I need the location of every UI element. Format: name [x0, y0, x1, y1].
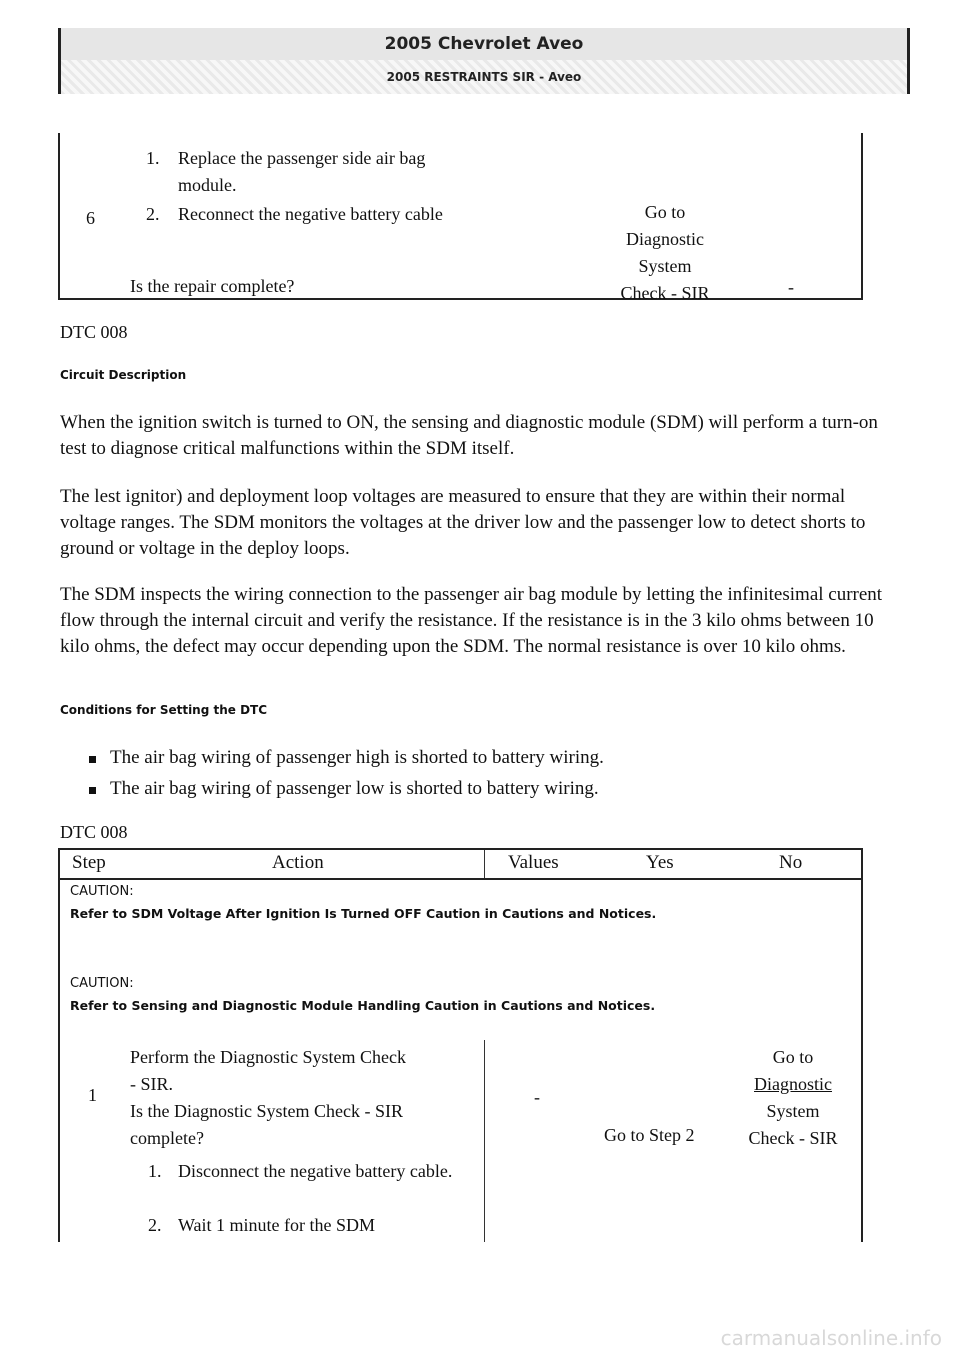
circuit-description-heading: Circuit Description [60, 368, 187, 382]
list-item: Wait 1 minute for the SDM [178, 1215, 376, 1235]
row1-action [130, 1044, 480, 1152]
caution-block [70, 976, 730, 1015]
step-number: 6 [86, 208, 95, 228]
list-item: Disconnect the negative battery cable. [178, 1161, 453, 1181]
action-line: - SIR. [130, 1074, 174, 1094]
list-item: Replace the passenger side air bag module. [178, 148, 426, 195]
table-title: DTC 008 [60, 822, 128, 842]
list-number: 2. [146, 204, 160, 224]
header-yes: Yes [646, 852, 674, 873]
conditions-heading: Conditions for Setting the DTC [60, 703, 268, 717]
caution-block [70, 884, 730, 923]
list-number: 1. [146, 148, 160, 168]
bullet-icon [89, 756, 96, 763]
action-line: complete? [130, 1128, 204, 1148]
yes-link[interactable]: Diagnostic [626, 229, 704, 249]
caution-text: Refer to SDM Voltage After Ignition Is Turned OFF Caution in Cautions and Notices. [70, 906, 657, 921]
paragraph-2: The lest ignitor) and deployment loop voltages are measured to ensure that they are within their normal voltage ranges. The SDM monitors the voltages at the driver low and the passenger low to detect shorts to ground or voltage in the deploy loops. [60, 486, 866, 559]
watermark: carmanualsonline.info [720, 1326, 942, 1350]
page-header [58, 28, 910, 94]
header-subtitle: 2005 RESTRAINTS SIR - Aveo [61, 60, 907, 94]
diagnostic-link[interactable]: Diagnostic [754, 1074, 832, 1094]
yes-cell[interactable]: Go to Step 2 [604, 1125, 695, 1145]
action-line: Perform the Diagnostic System Check [130, 1047, 406, 1067]
caution-label: CAUTION: [70, 884, 134, 899]
bullet-icon [89, 787, 96, 794]
header-no: No [779, 852, 803, 873]
no-line: Check - SIR [748, 1128, 838, 1148]
question-text: Is the repair complete? [130, 276, 295, 296]
caution-label: CAUTION: [70, 976, 134, 991]
yes-cell [580, 199, 750, 307]
list-number: 1. [148, 1161, 162, 1181]
header-step: Step [72, 852, 106, 873]
header-action: Action [272, 852, 324, 873]
yes-line: Check - SIR [620, 283, 710, 303]
no-cell [728, 1044, 858, 1152]
yes-line: System [638, 256, 692, 276]
header-title: 2005 Chevrolet Aveo [61, 28, 907, 60]
paragraph-3: The SDM inspects the wiring connection to the passenger air bag module by letting the infinitesimal current flow through the internal circuit and verify the resistance. If the resistance is in the 3 kilo ohms between 10 kilo ohms, the defect may occur depending upon the SDM. The normal resistance is over 10 kilo ohms. [60, 584, 883, 657]
header-values: Values [508, 852, 559, 873]
column-divider [484, 1040, 485, 1242]
condition-item: The air bag wiring of passenger low is shorted to battery wiring. [110, 778, 599, 799]
caution-text: Refer to Sensing and Diagnostic Module Handling Caution in Cautions and Notices. [70, 998, 656, 1013]
dtc-table [58, 848, 863, 1242]
no-cell: - [788, 277, 794, 297]
values-cell: - [534, 1087, 540, 1107]
condition-item: The air bag wiring of passenger high is shorted to battery wiring. [110, 747, 604, 768]
list-number: 2. [148, 1215, 162, 1235]
dtc-title: DTC 008 [60, 322, 128, 342]
step-number: 1 [88, 1085, 97, 1105]
header-divider [484, 850, 485, 878]
paragraph-1: When the ignition switch is turned to ON, the sensing and diagnostic module (SDM) will perform a turn-on test to diagnose critical malfunctions within the SDM itself. [60, 412, 878, 459]
previous-table [58, 133, 863, 303]
yes-line: Go to [644, 202, 686, 222]
no-line: System [766, 1101, 820, 1121]
table-header-row [60, 850, 861, 880]
list-item: Reconnect the negative battery cable [178, 204, 443, 224]
action-line: Is the Diagnostic System Check - SIR [130, 1101, 403, 1121]
no-line: Go to [772, 1047, 814, 1067]
